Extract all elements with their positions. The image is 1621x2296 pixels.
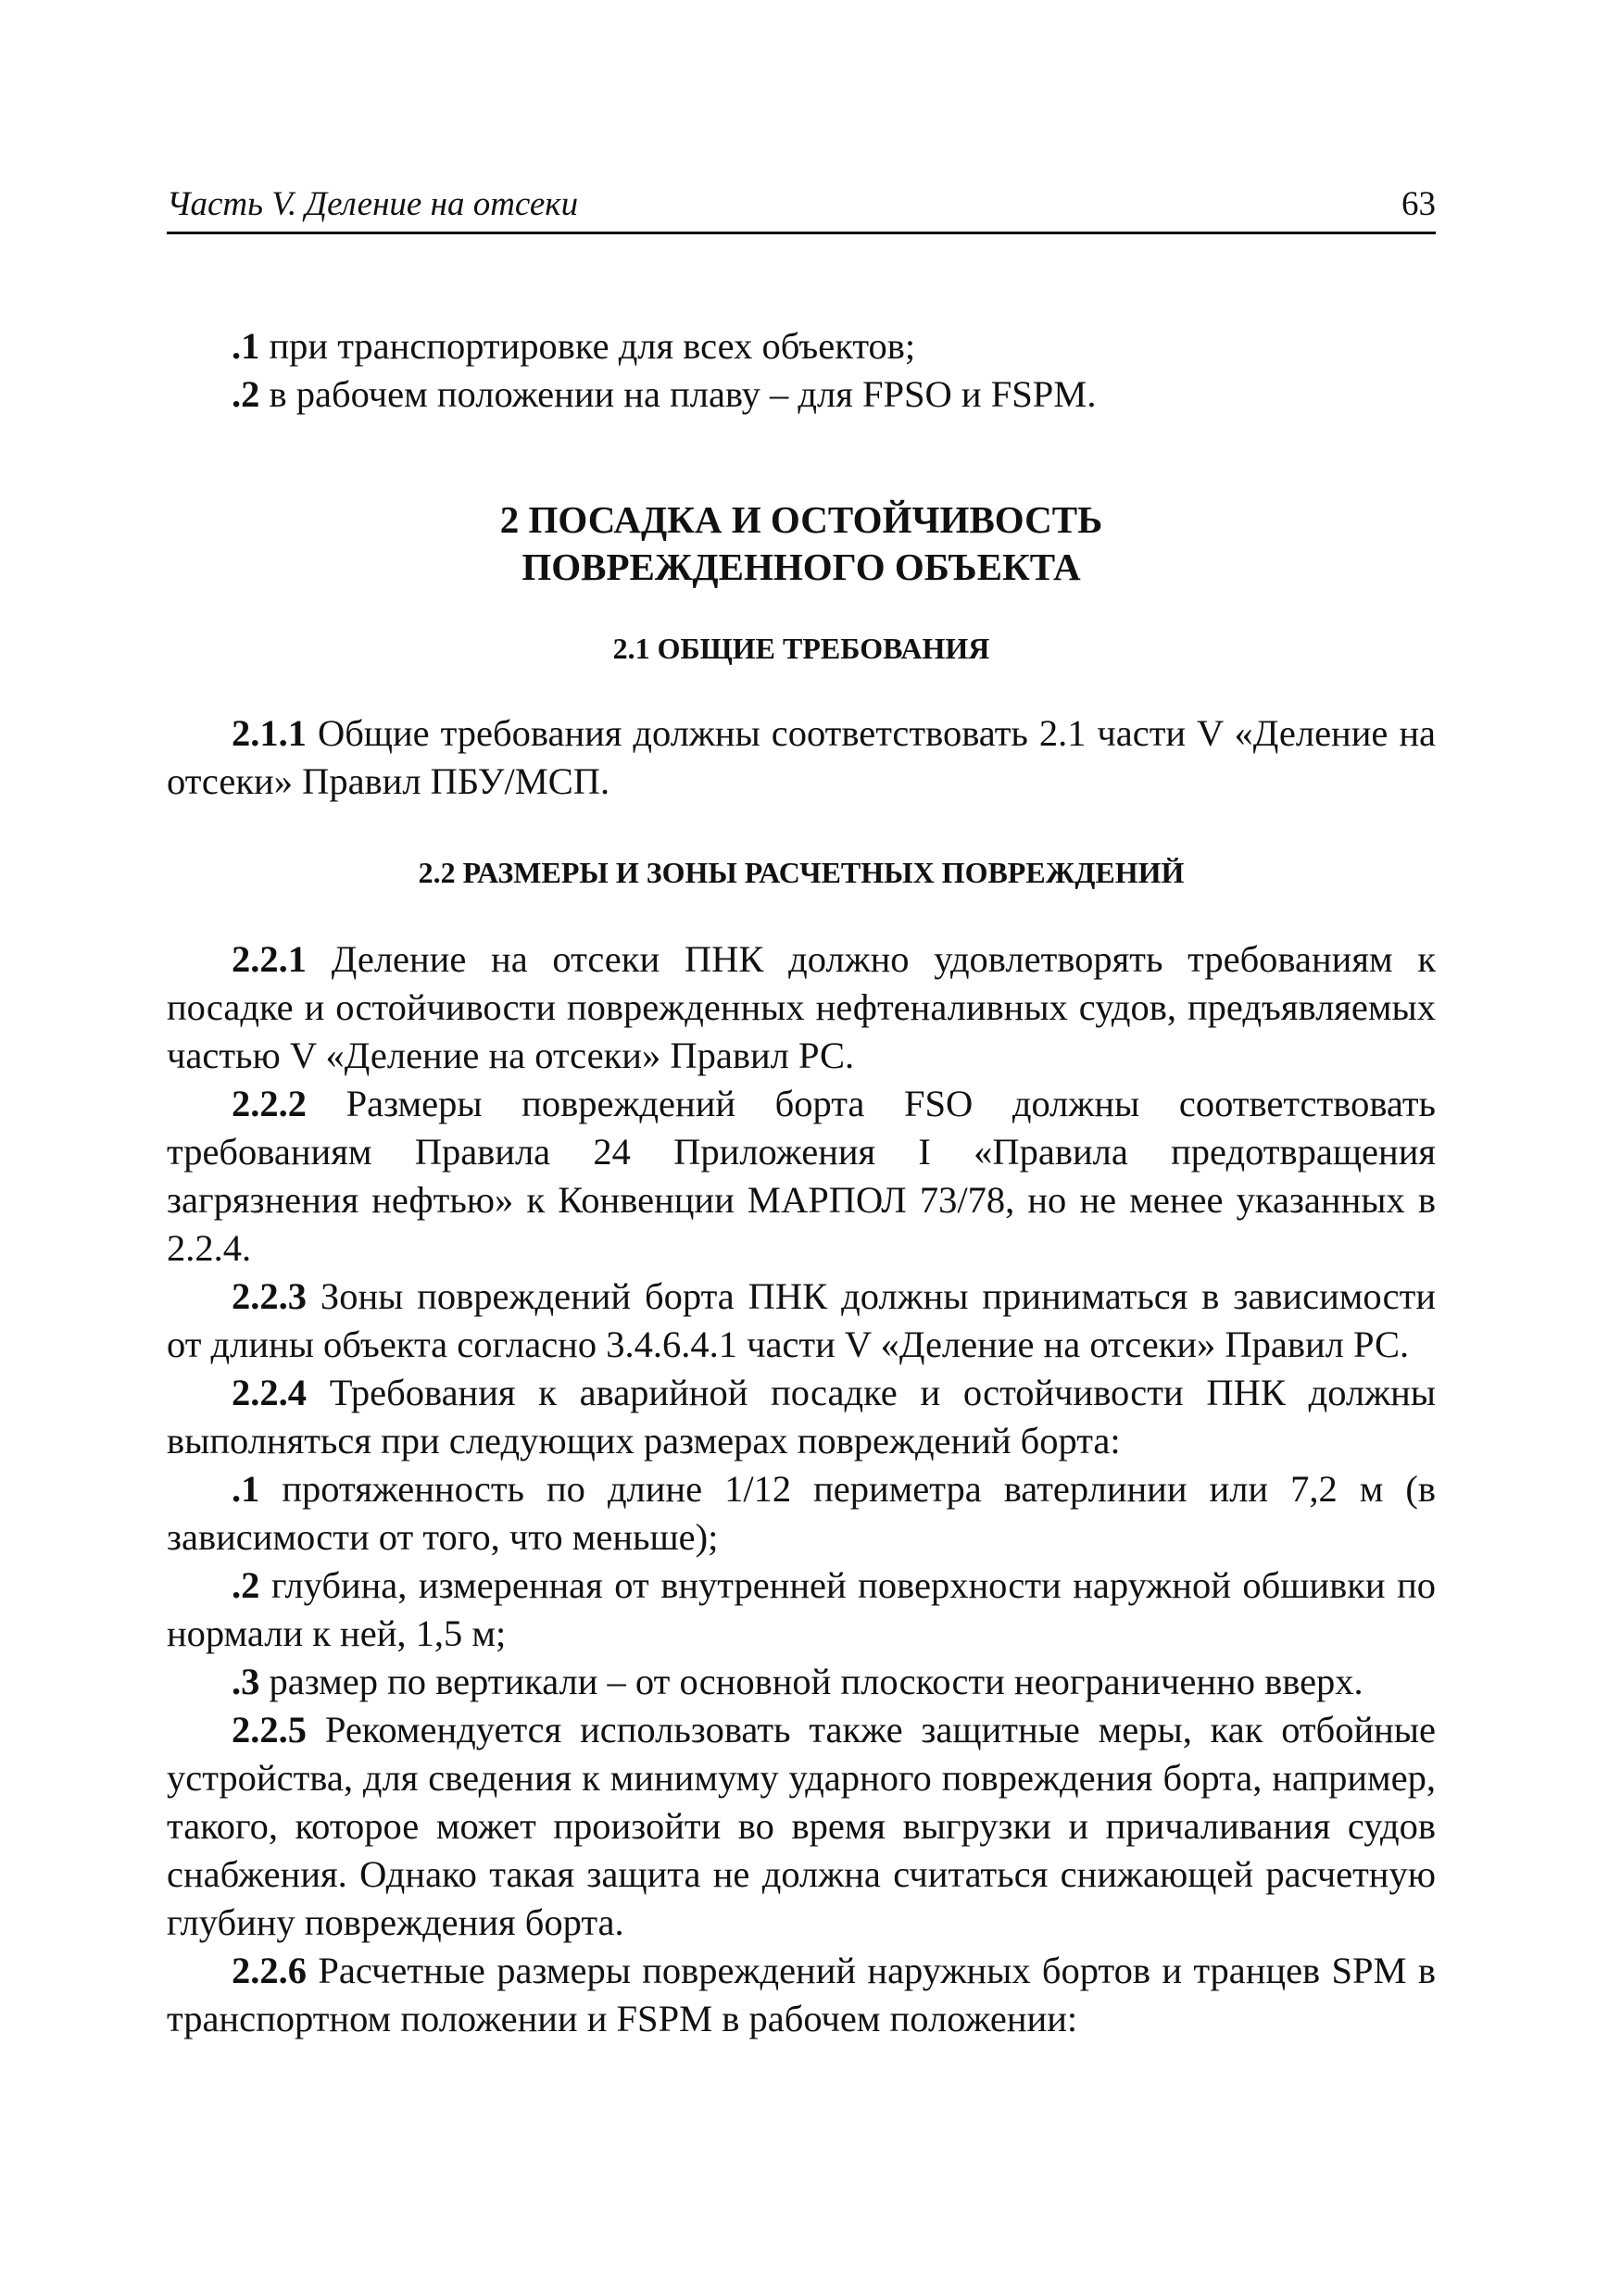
paragraph-text: Расчетные размеры повреждений наружных бортов и транцев SPM в транспортном положении и FSPM в рабочем положении: — [167, 1950, 1436, 2039]
section-heading — [167, 496, 1436, 591]
paragraph-text: Общие требования должны соответствовать 2.1 части V «Деление на отсеки» Правил ПБУ/МСП. — [167, 712, 1436, 802]
paragraph-text: Зоны повреждений борта ПНК должны приниматься в зависимости от длины объекта согласно 3.4.6.4.1 части V «Деление на отсеки» Правил РС. — [167, 1275, 1436, 1365]
list-item-1 — [167, 1465, 1436, 1562]
intro-item-2 — [167, 370, 1436, 419]
body-text — [167, 322, 1436, 2043]
list-item-2 — [167, 1562, 1436, 1658]
paragraph-number: 2.2.1 — [232, 938, 307, 980]
paragraph-number: 2.2.2 — [232, 1083, 307, 1124]
item-number: .2 — [232, 1564, 260, 1606]
item-number: .1 — [232, 325, 260, 367]
intro-item-1 — [167, 322, 1436, 370]
running-head-title: Часть V. Деление на отсеки — [167, 185, 579, 223]
paragraph-number: 2.2.6 — [232, 1950, 307, 1991]
section-heading-line-1: 2 ПОСАДКА И ОСТОЙЧИВОСТЬ — [499, 498, 1103, 541]
paragraph-number: 2.1.1 — [232, 712, 307, 754]
paragraph-number: 2.2.4 — [232, 1372, 307, 1413]
paragraph-2-2-2 — [167, 1080, 1436, 1273]
paragraph-text: Требования к аварийной посадке и остойчивости ПНК должны выполняться при следующих размерах повреждений борта: — [167, 1372, 1436, 1462]
paragraph-2-1-1 — [167, 709, 1436, 806]
paragraph-number: 2.2.5 — [232, 1709, 307, 1750]
item-text: при транспортировке для всех объектов; — [259, 325, 916, 367]
paragraph-text: Размеры повреждений борта FSO должны соответствовать требованиям Правила 24 Приложения I «Правила предотвращения загрязнения нефтью» к Конвенции МАРПОЛ 73/78, но не менее указанных в 2.2.4. — [167, 1083, 1436, 1269]
item-number: .2 — [232, 373, 260, 415]
paragraph-2-2-6 — [167, 1947, 1436, 2043]
running-head — [167, 176, 1436, 234]
item-text: глубина, измеренная от внутренней поверхности наружной обшивки по нормали к ней, 1,5 м; — [167, 1564, 1436, 1654]
item-text: размер по вертикали – от основной плоскости неограниченно вверх. — [259, 1661, 1363, 1702]
paragraph-2-2-4 — [167, 1369, 1436, 1465]
paragraph-text: Деление на отсеки ПНК должно удовлетворять требованиям к посадке и остойчивости поврежденных нефтеналивных судов, предъявляемых частью V «Деление на отсеки» Правил РС. — [167, 938, 1436, 1076]
page-number: 63 — [1401, 185, 1436, 223]
paragraph-2-2-5 — [167, 1706, 1436, 1947]
paragraph-number: 2.2.3 — [232, 1275, 307, 1317]
item-text: в рабочем положении на плаву – для FPSO и FSPM. — [259, 373, 1097, 415]
document-page — [167, 0, 1436, 2296]
section-heading-line-2: ПОВРЕЖДЕННОГО ОБЪЕКТА — [521, 546, 1081, 588]
item-number: .3 — [232, 1661, 260, 1702]
paragraph-2-2-3 — [167, 1273, 1436, 1369]
item-text: протяженность по длине 1/12 периметра ватерлинии или 7,2 м (в зависимости от того, что меньше); — [167, 1468, 1436, 1558]
paragraph-2-2-1 — [167, 935, 1436, 1080]
item-number: .1 — [232, 1468, 260, 1510]
paragraph-text: Рекомендуется использовать также защитные меры, как отбойные устройства, для сведения к минимуму ударного повреждения борта, например, такого, которое может произойти во время выгрузки и причаливания судов снабжения. Однако такая защита не должна считаться снижающей расчетную глубину повреждения борта. — [167, 1709, 1436, 1943]
subsection-heading-2-2: 2.2 РАЗМЕРЫ И ЗОНЫ РАСЧЕТНЫХ ПОВРЕЖДЕНИЙ — [418, 856, 1185, 889]
subsection-heading-2-1: 2.1 ОБЩИЕ ТРЕБОВАНИЯ — [612, 632, 990, 665]
list-item-3 — [167, 1658, 1436, 1706]
